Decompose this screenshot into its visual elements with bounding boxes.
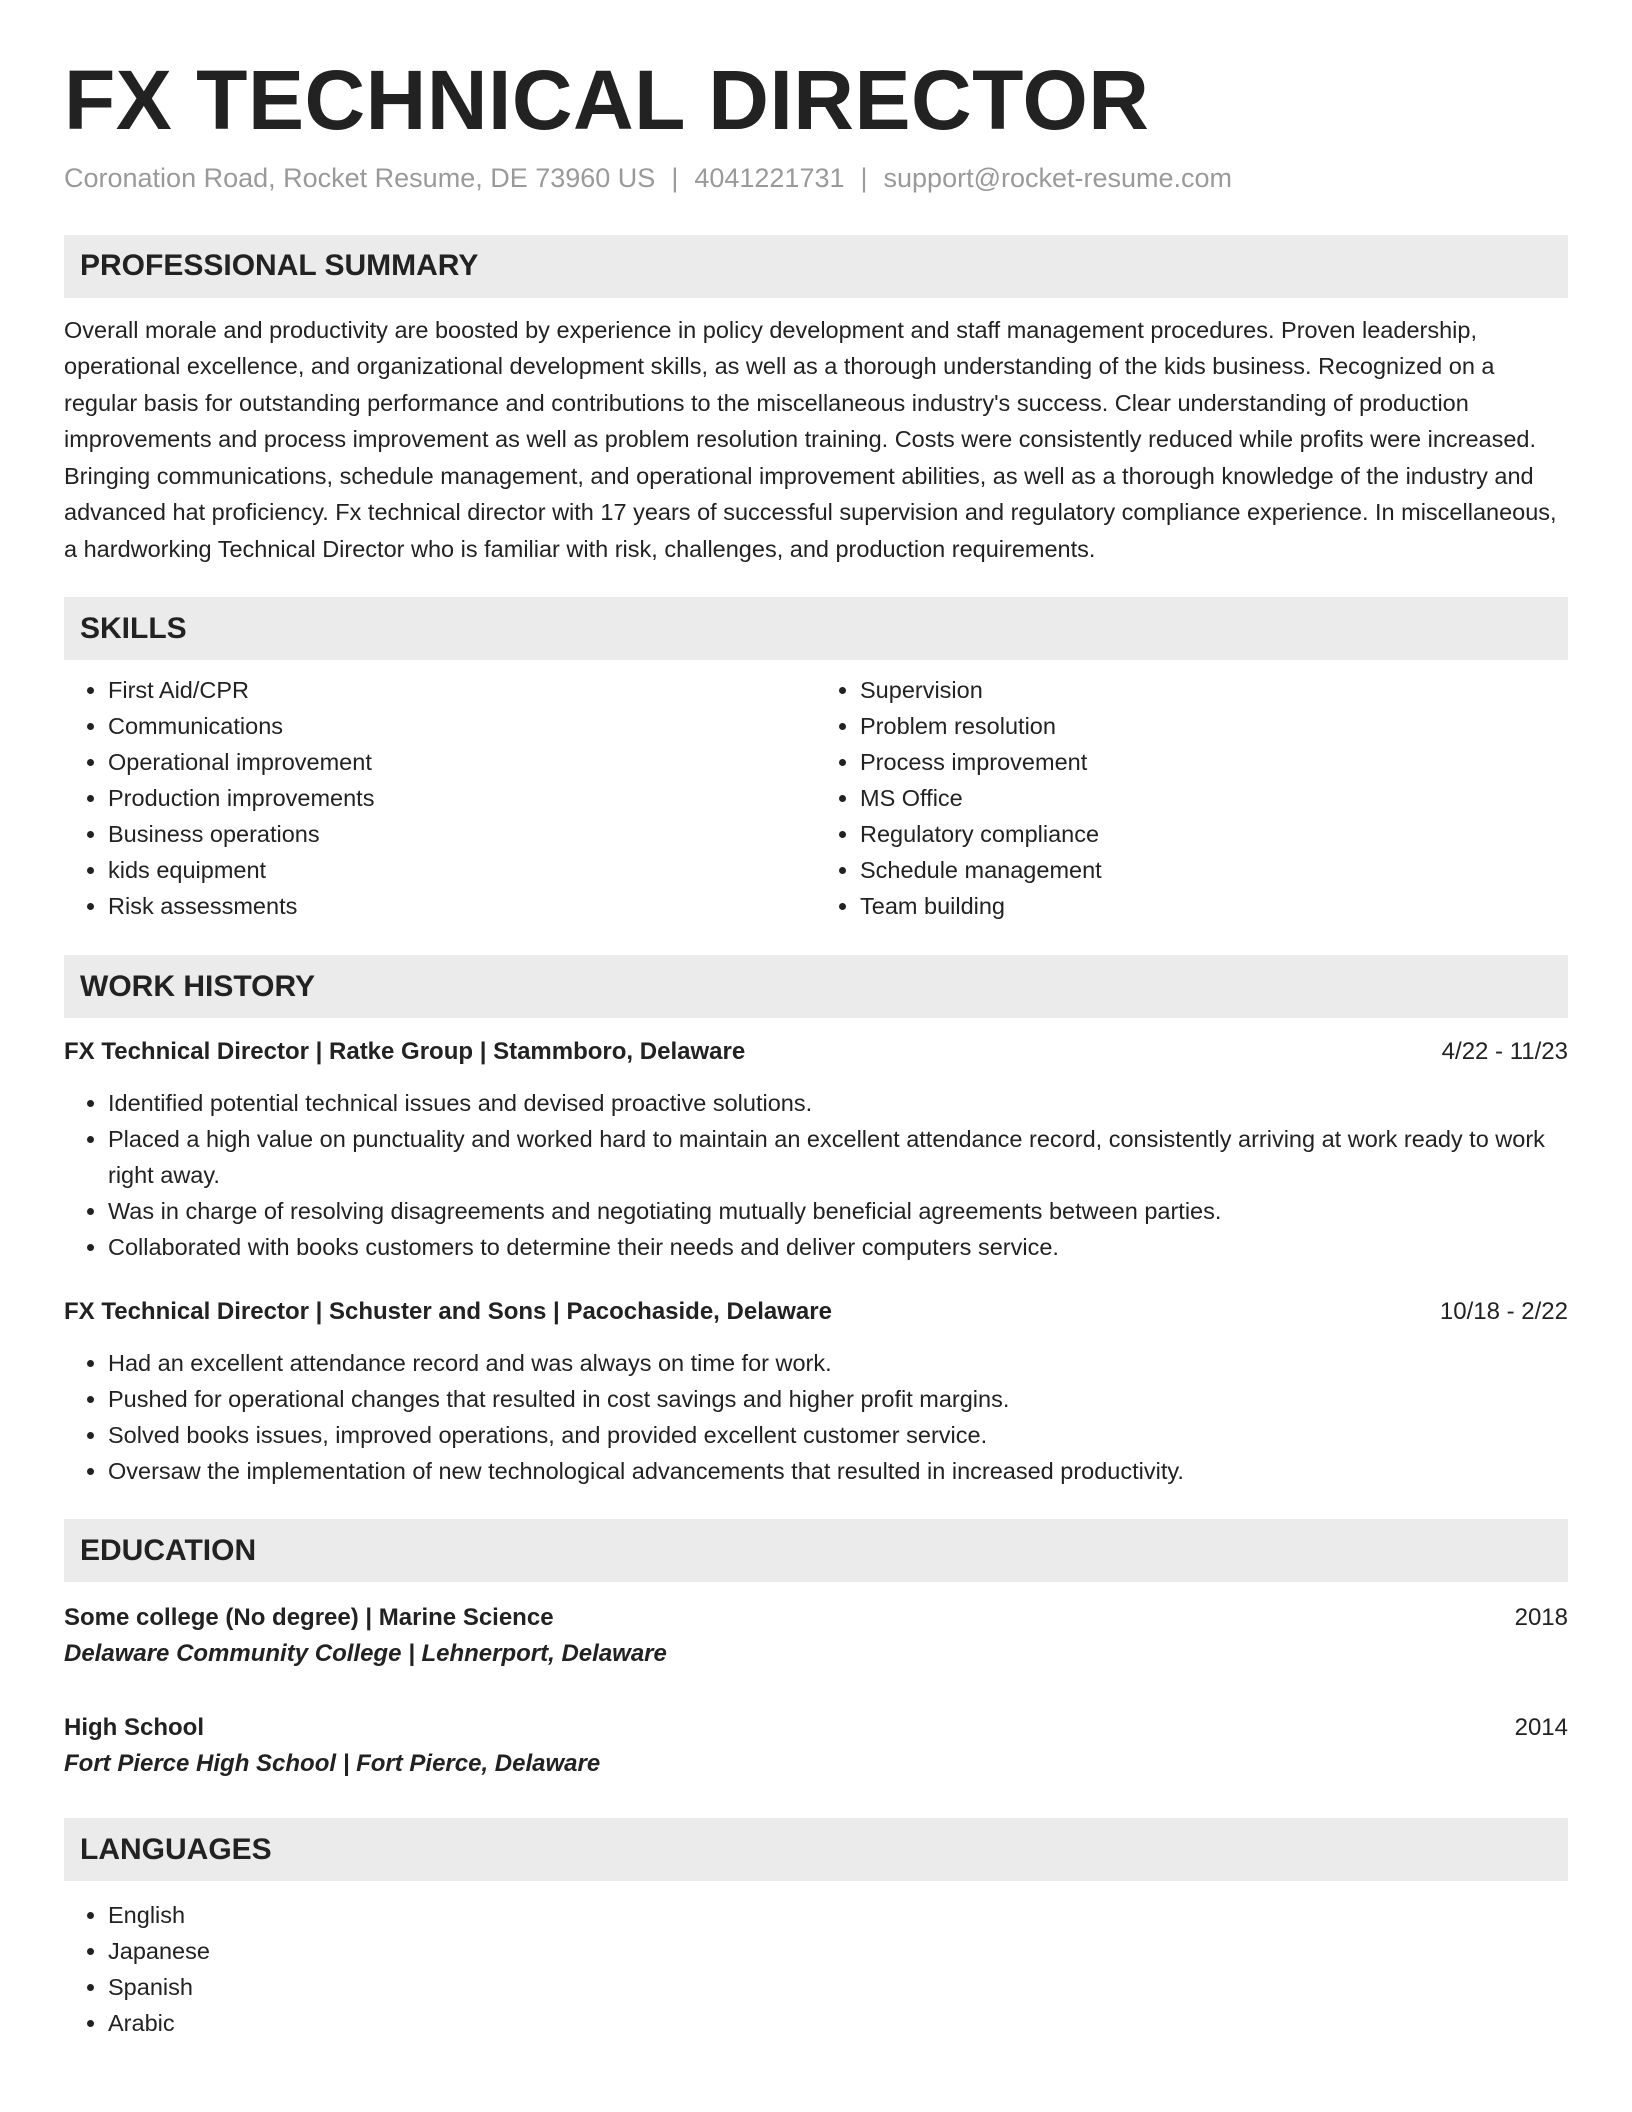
- skill-item: • Communications: [108, 708, 816, 744]
- resume-name: FX TECHNICAL DIRECTOR: [64, 53, 1150, 147]
- skill-item: • Production improvements: [108, 780, 816, 816]
- language-item: • Japanese: [108, 1933, 1568, 1969]
- skills-column-left: [64, 672, 816, 924]
- job-bullet: • Had an excellent attendance record and was always on time for work.: [108, 1345, 1568, 1381]
- skill-item: • Process improvement: [860, 744, 1568, 780]
- education-school: Fort Pierce High School | Fort Pierce, Delaware: [64, 1750, 601, 1778]
- job-dates: 10/18 - 2/22: [1439, 1298, 1568, 1326]
- job-bullet: • Identified potential technical issues and devised proactive solutions.: [108, 1085, 1568, 1121]
- languages-list: [64, 1897, 1568, 2041]
- job-bullets: [64, 1345, 1568, 1489]
- job-bullet: • Was in charge of resolving disagreements and negotiating mutually beneficial agreements between parties.: [108, 1193, 1568, 1229]
- education-title: Some college (No degree) | Marine Science: [64, 1604, 554, 1632]
- skills-column-right: [816, 672, 1568, 924]
- language-item: • Arabic: [108, 2005, 1568, 2041]
- job-title: FX Technical Director | Schuster and Sons | Pacochaside, Delaware: [64, 1298, 832, 1326]
- skill-item: • Supervision: [860, 672, 1568, 708]
- job-title: FX Technical Director | Ratke Group | Stammboro, Delaware: [64, 1038, 746, 1066]
- education-entry: [64, 1600, 1568, 1672]
- languages-heading: LANGUAGES: [64, 1818, 1568, 1881]
- job-header: [64, 1034, 1568, 1070]
- job-dates: 4/22 - 11/23: [1441, 1038, 1568, 1066]
- skill-item: • Problem resolution: [860, 708, 1568, 744]
- skill-item: • Regulatory compliance: [860, 816, 1568, 852]
- job-bullet: • Placed a high value on punctuality and worked hard to maintain an excellent attendance record, consistently arriving at work ready to work right away.: [108, 1121, 1568, 1193]
- job-entry: [64, 1034, 1568, 1265]
- education-title: High School: [64, 1714, 204, 1742]
- education-year: 2014: [1514, 1714, 1568, 1742]
- skill-item: • kids equipment: [108, 852, 816, 888]
- skill-item: • MS Office: [860, 780, 1568, 816]
- education-school: Delaware Community College | Lehnerport, Delaware: [64, 1640, 667, 1668]
- education-header: [64, 1600, 1568, 1636]
- job-bullet: • Collaborated with books customers to determine their needs and deliver computers service.: [108, 1229, 1568, 1265]
- education-heading: EDUCATION: [64, 1519, 1568, 1582]
- contact-email: support@rocket-resume.com: [883, 162, 1233, 193]
- contact-address: Coronation Road, Rocket Resume, DE 73960 US: [64, 162, 656, 193]
- skill-item: • Team building: [860, 888, 1568, 924]
- job-bullet: • Oversaw the implementation of new technological advancements that resulted in increased productivity.: [108, 1453, 1568, 1489]
- education-header: [64, 1710, 1568, 1746]
- work-heading: WORK HISTORY: [64, 955, 1568, 1018]
- language-item: • Spanish: [108, 1969, 1568, 2005]
- skill-item: • Risk assessments: [108, 888, 816, 924]
- contact-separator: |: [671, 162, 679, 193]
- job-bullet: • Pushed for operational changes that resulted in cost savings and higher profit margins.: [108, 1381, 1568, 1417]
- skills-list: [64, 672, 1568, 924]
- job-bullet: • Solved books issues, improved operations, and provided excellent customer service.: [108, 1417, 1568, 1453]
- summary-text: Overall morale and productivity are boosted by experience in policy development and staff management procedures. Proven leadership, operational excellence, and organizational development skills, as well as a thorough understanding of the kids business. Recognized on a regular basis for outstanding performance and contributions to the miscellaneous industry's success. Clear understanding of production improvements and process improvement as well as problem resolution training. Costs were consistently reduced while profits were increased. Bringing communications, schedule management, and operational improvement abilities, as well as a thorough knowledge of the industry and advanced hat proficiency. Fx technical director with 17 years of successful supervision and regulatory compliance experience. In miscellaneous, a hardworking Technical Director who is familiar with risk, challenges, and production requirements.: [64, 316, 1557, 562]
- education-entry: [64, 1710, 1568, 1782]
- skills-heading: SKILLS: [64, 597, 1568, 660]
- job-header: [64, 1294, 1568, 1330]
- skill-item: • First Aid/CPR: [108, 672, 816, 708]
- contact-phone: 4041221731: [694, 162, 845, 193]
- job-bullets: [64, 1085, 1568, 1265]
- contact-line: [64, 163, 1568, 194]
- language-item: • English: [108, 1897, 1568, 1933]
- skill-item: • Schedule management: [860, 852, 1568, 888]
- education-year: 2018: [1514, 1604, 1568, 1632]
- summary-heading: PROFESSIONAL SUMMARY: [64, 235, 1568, 298]
- contact-separator: |: [860, 162, 868, 193]
- skill-item: • Operational improvement: [108, 744, 816, 780]
- skill-item: • Business operations: [108, 816, 816, 852]
- job-entry: [64, 1294, 1568, 1489]
